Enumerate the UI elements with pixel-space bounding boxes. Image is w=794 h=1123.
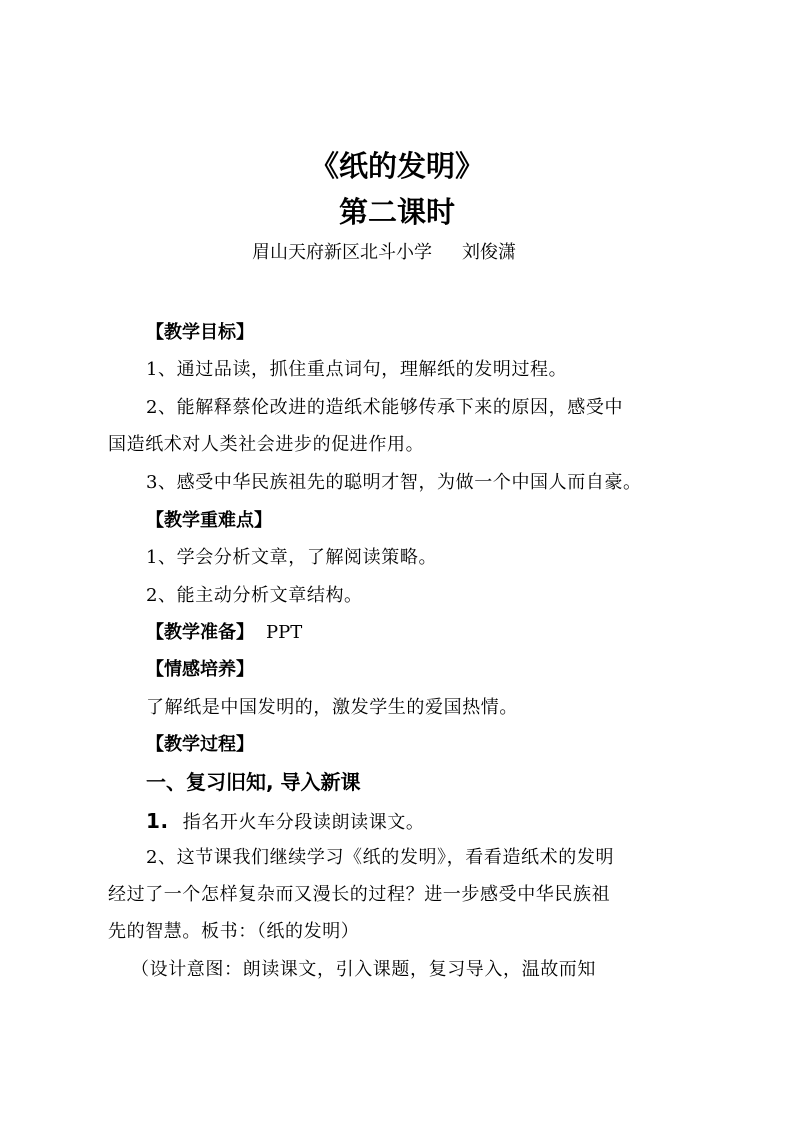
author-name: 刘俊潇 (462, 242, 516, 263)
document-title: 《纸的发明》 (309, 149, 484, 183)
emotion-text: 了解纸是中国发明的，激发学生的爱国热情。 (146, 697, 518, 718)
section-1-title: 一、复习旧知, 导入新课 (146, 770, 361, 794)
objective-item-2-line-2: 国造纸术对人类社会进步的促进作用。 (108, 434, 425, 455)
objectives-heading: 【教学目标】 (146, 322, 254, 343)
step-2-line-2: 经过了一个怎样复杂而又漫长的过程？进一步感受中华民族祖 (108, 884, 611, 905)
document-subtitle: 第二课时 (338, 195, 455, 229)
objective-item-3: 3、感受中华民族祖先的聪明才智，为做一个中国人而自豪。 (146, 472, 642, 493)
step-1-text: 指名开火车分段读朗读课文。 (182, 812, 425, 833)
step-1 (146, 811, 425, 832)
objective-item-2-line-1: 2、能解释蔡伦改进的造纸术能够传承下来的原因，感受中 (146, 397, 624, 418)
step-2-line-1: 2、这节课我们继续学习《纸的发明》，看看造纸术的发明 (146, 847, 615, 868)
emotion-heading: 【情感培养】 (146, 659, 254, 680)
preparation-value: PPT (266, 622, 303, 643)
author-school: 眉山天府新区北斗小学 (252, 242, 432, 263)
objective-item-1: 1、通过品读，抓住重点词句，理解纸的发明过程。 (146, 359, 568, 380)
step-2-line-3: 先的智慧。板书：（纸的发明） (108, 921, 360, 942)
design-note: （设计意图：朗读课文，引入课题，复习导入，温故而知 (131, 959, 596, 980)
preparation-line (146, 624, 302, 642)
process-heading: 【教学过程】 (146, 734, 254, 755)
step-1-number: 1. (146, 809, 169, 833)
key-point-item-2: 2、能主动分析文章结构。 (146, 585, 363, 606)
author-line (252, 244, 516, 262)
preparation-heading: 【教学准备】 (146, 622, 254, 643)
key-point-item-1: 1、学会分析文章，了解阅读策略。 (146, 547, 438, 568)
key-points-heading: 【教学重难点】 (146, 510, 272, 531)
